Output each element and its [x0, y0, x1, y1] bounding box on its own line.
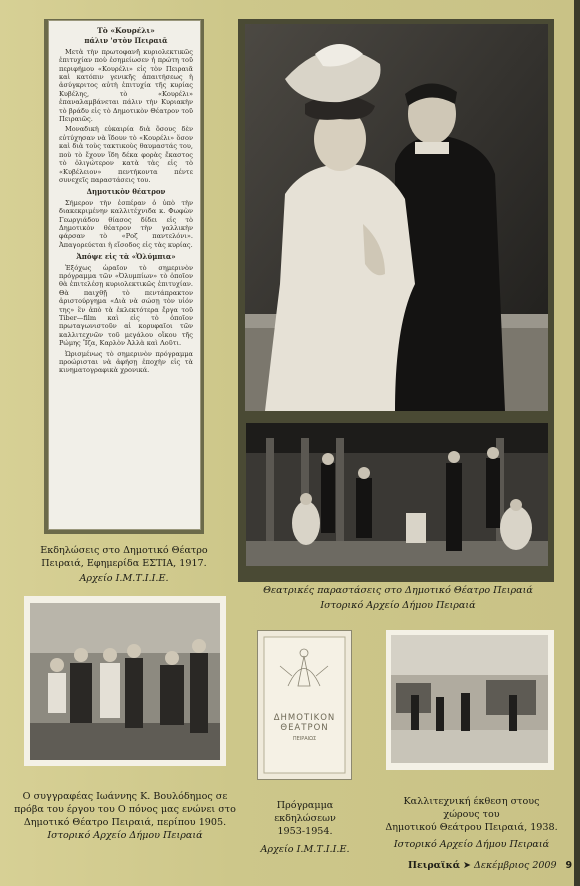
news-heading-theatre: Δημοτικὸν θέατρον: [86, 187, 166, 197]
caption-line: Εκδηλώσεις στο Δημοτικό Θέατρο: [40, 545, 208, 556]
caption-line: Καλλιτεχνική έκθεση στους χώρους του: [403, 796, 540, 820]
news-paragraph: Σήμερον τὴν ἑσπέραν ὁ ὑπὸ τὴν διακεκριμένην καλλιτέχνιδα κ. Φωφὼν Γεωργιάδου θίασος δίδει εἰς τὸ Δημοτικὸν θέατρον τὴν γαλλικὴν φάρσαν τὸ «Ροζ παντελόνι». Ἀπαγορεύεται ἡ εἴσοδος εἰς τὰς κυρίας.: [59, 198, 193, 249]
couple-photo-image: [245, 24, 548, 411]
page-edge: [574, 0, 580, 886]
programme-cover: [258, 631, 351, 779]
caption-line: πρόβα του έργου του Ο πόνος μας ενώνει στο: [14, 804, 236, 815]
caption-source: Ιστορικό Αρχείο Δήμου Πειραιά: [320, 600, 476, 611]
exhibition-photo-image: [391, 635, 548, 763]
exhibition-photo: [391, 635, 548, 763]
magazine-name: Πειραϊκά: [408, 860, 460, 871]
caption-line: Δημοτικού Θεάτρου Πειραιά, 1938.: [385, 822, 558, 833]
caption-line: Πειραιά, Εφημερίδα ΕΣΤΙΑ, 1917.: [41, 558, 207, 569]
programme-title-line: ΠΕΙΡΑΙΩΣ: [292, 736, 317, 742]
programme-illustration: [258, 631, 351, 779]
stage-photo: [246, 423, 548, 566]
caption-source: Ιστορικό Αρχείο Δήμου Πειραιά: [47, 830, 203, 841]
stage-photo-image: [246, 423, 548, 566]
news-paragraph: Ἐξόχως ὡραῖον τὸ σημερινὸν πρόγραμμα τῶν «Ὀλυμπίων» τὸ ὁποῖον θὰ ἐπιτελέσῃ κυριολεκτικῶς ἐπιτυχίαν. Θὰ παιχθῇ τὸ πεντάπρακτον ἀριστούργημα «Διὰ νὰ σώσῃ τὸν υἱόν της» ἓν ἀπὸ τὰ ἐκλεκτότερα ἔργα τοῦ Tiber—film καὶ εἰς τὸ ὁποῖον πρωταγωνιστοῦν αἱ κορυφαῖοι τῶν καλλιτεχνῶν τοῦ μεγάλου οἴκου τῆς Ρώμης Ἴζα, Καρλὸν Ἀλλὰ καὶ Λοῦτι.: [59, 263, 193, 348]
news-heading-olympia: Ἀπόψε εἰς τὰ «Ὀλύμπια»: [76, 252, 176, 262]
caption-newspaper: [40, 544, 208, 585]
programme-title: [258, 713, 351, 742]
caption-programme: [245, 799, 365, 856]
caption-source: Αρχείο Ι.Μ.Τ.Ι.Ι.Ε.: [260, 844, 350, 855]
rehearsal-photo: [30, 603, 220, 760]
news-paragraph: Μετὰ τὴν πρωτοφανῆ κυριολεκτικῶς ἐπιτυχίαν ποὺ ἐσημείωσεν ἡ πρώτη τοῦ περιφήμου «Κουρέλι» εἰς τὸν Πειραιᾶ καὶ κατόπιν γενικῆς ἀπαιτήσεως ἡ ἀσύγκριτος αὐτὴ ἐπιτυχία τῆς κυρίας Κυβέλης, τὸ «Κουρέλι» ἐπαναλαμβάνεται πάλιν τὴν Κυριακὴν τὸ βράδυ εἰς τὸ Δημοτικὸν Θέατρον τοῦ Πειραιῶς.: [59, 47, 193, 124]
caption-rehearsal: [10, 790, 240, 842]
page-footer: [408, 860, 572, 871]
couple-photo: [245, 24, 548, 411]
programme-title-line: ΔΗΜΟΤΙΚΟΝ: [273, 713, 336, 723]
caption-line: Πρόγραμμα εκδηλώσεων: [274, 800, 336, 824]
caption-line: Θεατρικές παραστάσεις στο Δημοτικό Θέατρο Πειραιά: [263, 585, 533, 596]
news-paragraph: Ὡρισμένως τὸ σημερινὸν πρόγραμμα προώρισται νὰ ἀφήσῃ ἐποχὴν εἰς τὰ κινηματογραφικὰ χρονικά.: [59, 349, 193, 375]
caption-stage: [240, 584, 556, 612]
caption-source: Ιστορικό Αρχείο Δήμου Πειραιά: [393, 839, 550, 850]
caption-exhibition: [384, 795, 559, 851]
caption-source: Αρχείο Ι.Μ.Τ.Ι.Ι.Ε.: [79, 573, 169, 584]
caption-line: Δημοτικό Θέατρο Πειραιά, περίπου 1905.: [23, 817, 227, 828]
news-heading-kourelι: Τὸ «Κουρέλι»: [97, 26, 155, 35]
caption-line: 1953-1954.: [277, 826, 333, 837]
programme-title-line: ΘΕΑΤΡΟΝ: [280, 723, 329, 733]
news-paragraph: Μοναδικὴ εὐκαιρία διὰ ὅσους δὲν εὐτύχησαν νὰ ἴδουν τὸ «Κουρέλι» ὅσον καὶ διὰ τοὺς τακτικοὺς θαυμαστάς του, ποὺ τὸ ἔχουν ἴδη δέκα φορὰς ἕκαστος τὸ ὀλιγώτερον κατὰ τὰς εἰς τὸ «Κυβέλειον» πεντήκοντα πέντε συνεχεῖς παραστάσεις του.: [59, 125, 193, 184]
issue-date: Δεκέμβριος 2009: [474, 860, 557, 871]
newspaper-clipping: [49, 21, 200, 529]
page-number: 9: [565, 860, 573, 871]
rehearsal-photo-image: [30, 603, 220, 760]
news-subheading: πάλιν 'στὸν Πειραιᾶ: [84, 36, 168, 46]
arrow-icon: ➤: [463, 860, 475, 871]
caption-line: Ο συγγραφέας Ιωάννης Κ. Βουλόδημος σε: [22, 791, 228, 802]
